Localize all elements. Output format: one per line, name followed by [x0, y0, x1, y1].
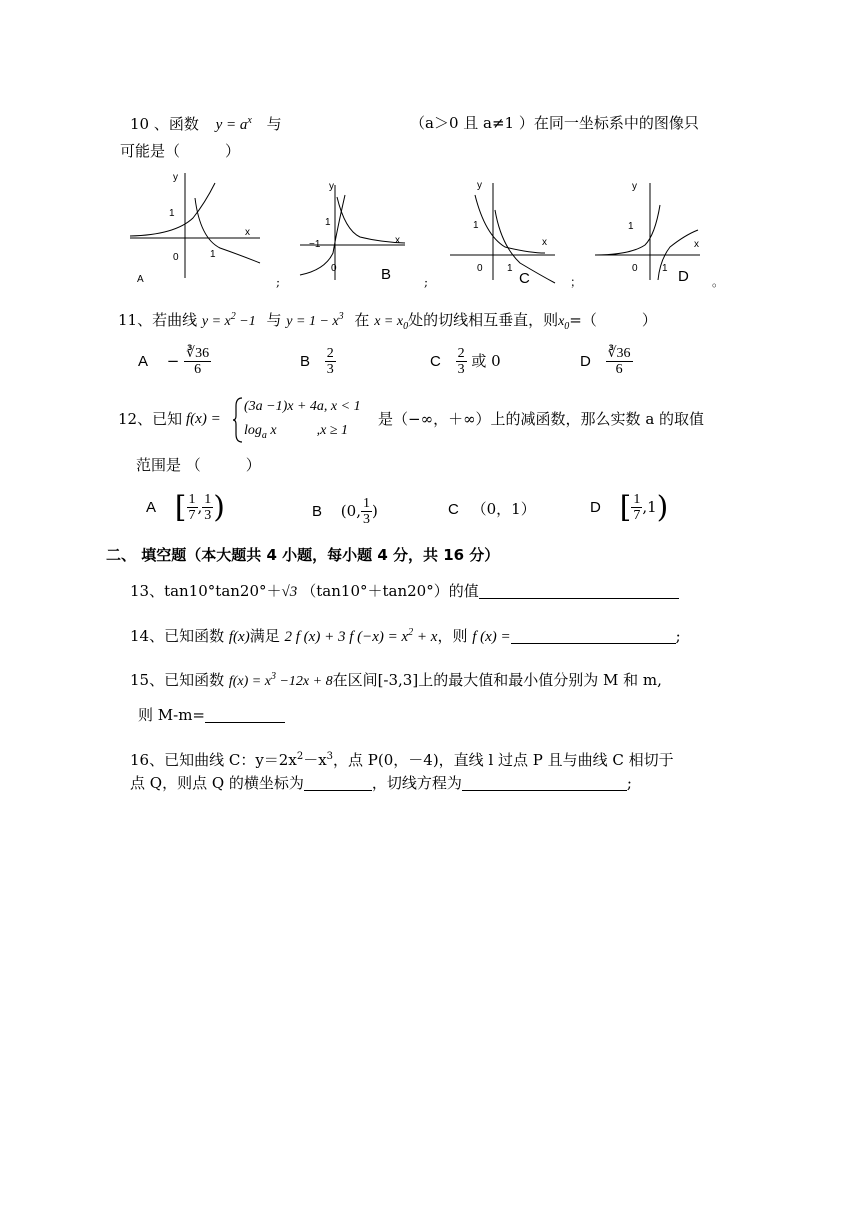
q12-number: 12、已知 [118, 410, 183, 428]
q10-connector: 与 [266, 115, 282, 133]
q11-option-b[interactable]: B $\frac{2}{3}$ [300, 346, 334, 378]
q11-point: $x = x_0$ [374, 314, 409, 332]
x-label: x [245, 227, 250, 238]
graph-c [445, 175, 565, 285]
x-label: x [395, 235, 400, 246]
graph-b [295, 175, 415, 285]
sqrt-three: √3 [281, 584, 298, 600]
tick-one-y: 1 [628, 221, 634, 232]
separator: 。 [712, 275, 725, 289]
q12-case1: (3a −1)x + 4a, x < 1 [244, 399, 361, 414]
y-label: y [632, 181, 637, 192]
graph-a [125, 168, 270, 288]
q16-tangent-blank[interactable] [462, 776, 627, 791]
q14-line: 14、已知函数 f(x)满足 2 f (x) + 3 f $(-x) = x^2 + x$，则 f (x) = ; [130, 627, 681, 645]
q12-line2: 范围是 （ ） [136, 456, 261, 474]
q10-function: $y = a^x$ [215, 115, 252, 133]
q12-case2: $\log_a x$ ,x ≥ 1 [244, 423, 349, 441]
q15-line2: 则 M-m= [138, 708, 285, 723]
q13-line: 13、tan10°tan20°＋√3 （tan10°＋tan20°）的值 [130, 584, 679, 600]
tick-minus-one: −1 [309, 239, 321, 250]
separator: ; [276, 275, 281, 289]
q15-line1: 15、已知函数 $f(x) = x^3 -12x + 8$在区间[-3,3]上的最大值和最小值分别为 M 和 m, [130, 671, 662, 689]
origin-label: 0 [173, 252, 179, 263]
graph-d [590, 175, 710, 285]
origin-label: 0 [331, 263, 337, 274]
q10-number: 10 、函数 [130, 115, 199, 133]
graph-label: A [137, 274, 144, 285]
curve-2 [300, 195, 345, 275]
q11-option-c[interactable]: C $\frac{2}{3}$ 或 0 [430, 346, 501, 378]
q14-answer-blank[interactable] [511, 629, 676, 644]
q11-at: 在 [354, 311, 370, 329]
tick-one-y: 1 [473, 220, 479, 231]
origin-label: 0 [632, 263, 638, 274]
q16-line2: 点 Q，则点 Q 的横坐标为 ，切线方程为 ; [130, 774, 632, 792]
piecewise-brace [232, 396, 244, 444]
q11-connector: 与 [266, 311, 282, 329]
q11-curve1: $y = x^2 -1$ [201, 311, 256, 329]
q16-line1: 16、已知曲线 C：$y=2x^2-x^3$，点 P(0，－4)，直线 l 过点 P 且与曲线 C 相切于 [130, 751, 674, 769]
q12-option-d[interactable]: D [ $\frac{1}{7}$ ,1) [590, 489, 669, 525]
curve-log [195, 198, 260, 263]
tick-one-y: 1 [169, 208, 175, 219]
q10-line1 [130, 116, 282, 133]
q12-option-c[interactable]: C （0，1） [448, 500, 536, 518]
curve-1 [475, 195, 545, 253]
q11-x0: $x_0$ [558, 314, 570, 332]
tick-one-x: 1 [210, 249, 216, 260]
separator: ； [570, 275, 583, 289]
q12-option-b[interactable]: B (0, $\frac{1}{3}$ ) [312, 496, 378, 528]
q12-tail: 是（−∞，＋∞）上的减函数，那么实数 a 的取值 [378, 410, 705, 428]
origin-label: 0 [477, 263, 483, 274]
q12-func: f(x) = [186, 411, 221, 427]
q11-answer-bracket: =（ ） [569, 311, 657, 329]
graph-label: D [678, 268, 689, 285]
tick-one-y: 1 [325, 217, 331, 228]
q11-number: 11、若曲线 [118, 311, 198, 329]
q11-option-a[interactable]: A − $\frac{∛36}{6}$ [138, 346, 210, 378]
graph-label: B [381, 266, 392, 283]
graph-label: C [519, 270, 530, 285]
x-label: x [542, 237, 547, 248]
y-label: y [173, 172, 178, 183]
q10-line2: 可能是（ ） [120, 142, 241, 160]
q11-option-d[interactable]: D $\frac{∛36}{6}$ [580, 346, 631, 378]
q11-curve2: $y = 1 - x^3$ [286, 311, 344, 329]
q11-line [118, 312, 657, 332]
tick-one-x: 1 [507, 263, 513, 274]
x-label: x [694, 239, 699, 250]
q11-tail: 处的切线相互垂直，则 [408, 311, 559, 329]
q16-xcoord-blank[interactable] [304, 776, 372, 791]
q13-answer-blank[interactable] [479, 584, 679, 599]
q10-condition: （a＞0 且 a≠1 ）在同一坐标系中的图像只 [410, 114, 699, 132]
y-label: y [329, 181, 334, 192]
q15-answer-blank[interactable] [205, 708, 285, 723]
tick-one-x: 1 [662, 263, 668, 274]
section-title: 二、 填空题（本大题共 4 小题，每小题 4 分，共 16 分） [106, 546, 500, 564]
separator: ; [424, 275, 429, 289]
q12-option-a[interactable]: A [ $\frac{1}{7}$ , $\frac{1}{3}$ ) [146, 489, 226, 525]
y-label: y [477, 180, 482, 191]
